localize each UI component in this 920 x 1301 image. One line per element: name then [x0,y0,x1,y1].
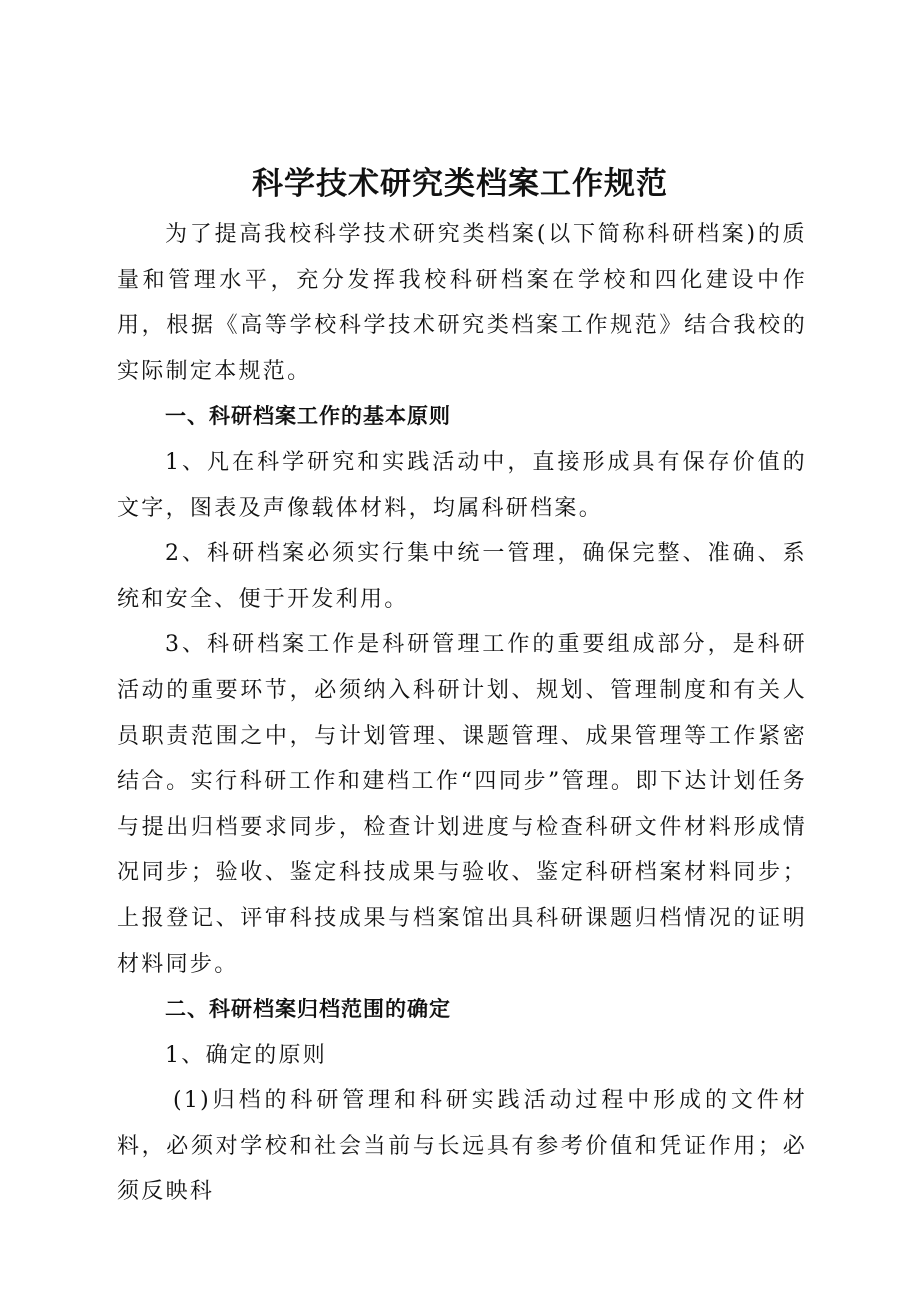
subsection-heading: 1、确定的原则 [165,1042,328,1068]
principle-item-1: 1、凡在科学研究和实践活动中，直接形成具有保存价值的文字，图表及声像载体材料，均属科研档案。 [117,449,807,521]
principle-item-3: 3、科研档案工作是科研管理工作的重要组成部分，是科研活动的重要环节，必须纳入科研计划、规划、管理制度和有关人员职责范围之中，与计划管理、课题管理、成果管理等工作紧密结合。实行科研工作和建档工作“四同步”管理。即下达计划任务与提出归档要求同步，检查计划进度与检查科研文件材料形成情况同步；验收、鉴定科技成果与验收、鉴定科研档案材料同步；上报登记、评审科技成果与档案馆出具科研课题归档情况的证明材料同步。 [117,632,807,977]
principle-item-2: 2、科研档案必须实行集中统一管理，确保完整、准确、系统和安全、便于开发利用。 [117,541,807,612]
section-heading-2: 二、科研档案归档范围的确定 [165,997,451,1022]
scope-item-1: (1)归档的科研管理和科研实践活动过程中形成的文件材料，必须对学校和社会当前与长远具有参考价值和凭证作用；必须反映科 [117,1088,807,1205]
intro-paragraph: 为了提高我校科学技术研究类档案(以下简称科研档案)的质量和管理水平，充分发挥我校科研档案在学校和四化建设中作用，根据《高等学校科学技术研究类档案工作规范》结合我校的实际制定本规范。 [117,222,807,384]
section-heading-1: 一、科研档案工作的基本原则 [165,404,451,429]
document-body [117,212,807,1215]
document-title: 科学技术研究类档案工作规范 [252,166,668,202]
